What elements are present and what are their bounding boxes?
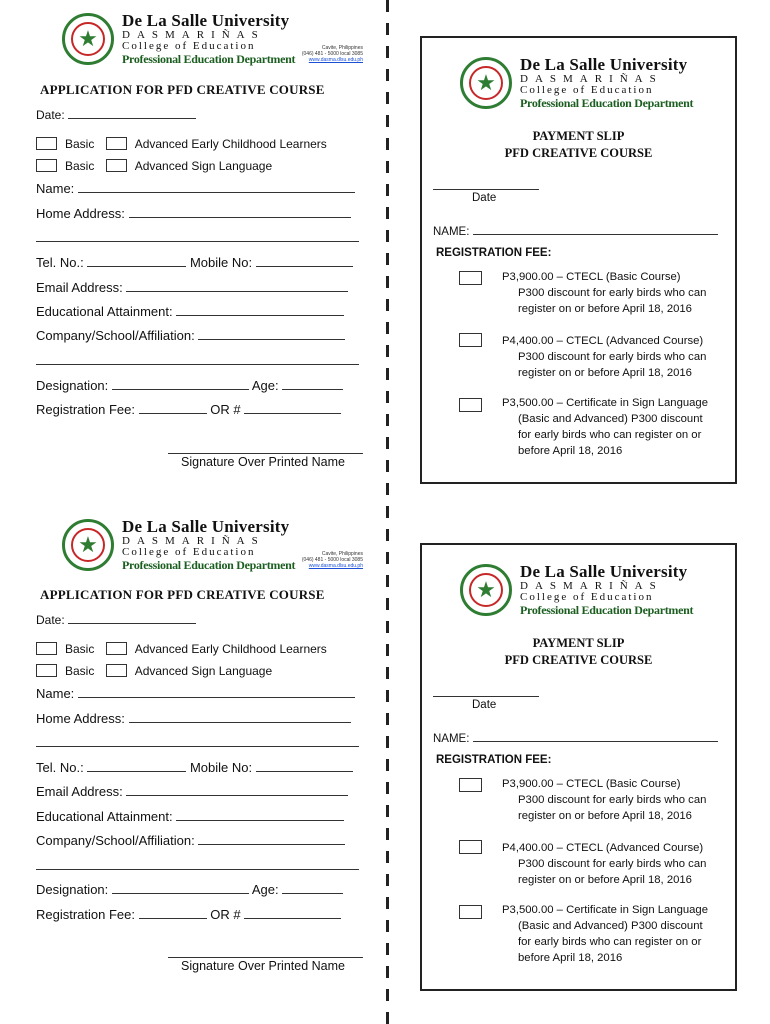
signature-line[interactable] — [168, 453, 363, 454]
dlsu-seal-icon: ★ — [62, 519, 114, 571]
form-set-top — [0, 0, 770, 505]
home-address-field-line2[interactable] — [36, 230, 359, 245]
educational-attainment-field[interactable]: Educational Attainment: — [36, 304, 344, 319]
basic-checkbox[interactable] — [36, 159, 57, 172]
option-row-sign-language: Basic Advanced Sign Language — [36, 663, 272, 678]
fee-option-sign-language: P3,500.00 – Certificate in Sign Language (Basic and Advanced) P300 discount for early birds who can register on or before April 18, 2016 — [502, 904, 709, 964]
home-address-field[interactable]: Home Address: — [36, 206, 351, 221]
application-title: APPLICATION FOR PFD CREATIVE COURSE — [40, 82, 325, 97]
basic-checkbox[interactable] — [36, 642, 57, 655]
fee-checkbox-advanced[interactable] — [459, 333, 482, 347]
university-logo: ★ De La Salle University DASMARIÑAS College of Education Professional Education Department — [62, 518, 295, 571]
email-field[interactable]: Email Address: — [36, 280, 348, 295]
slip-title: PAYMENT SLIP PFD CREATIVE COURSE — [504, 636, 653, 667]
designation-age-field[interactable]: Designation: Age: — [36, 882, 343, 897]
fee-checkbox-sign-language[interactable] — [459, 905, 482, 919]
fee-option-advanced: P4,400.00 – CTECL (Advanced Course) P300 discount for early birds who can register on or before April 18, 2016 — [502, 842, 707, 886]
fee-option-basic: P3,900.00 – CTECL (Basic Course) P300 discount for early birds who can register on or before April 18, 2016 — [502, 778, 707, 822]
slip-name-field[interactable]: NAME: — [433, 226, 718, 238]
date-field[interactable]: Date: — [36, 107, 196, 122]
option-row-early-childhood: Basic Advanced Early Childhood Learners — [36, 641, 327, 656]
slip-date-line[interactable] — [433, 189, 539, 190]
dlsu-seal-icon: ★ — [62, 13, 114, 65]
registration-fee-or-field[interactable]: Registration Fee: OR # — [36, 907, 341, 922]
educational-attainment-field[interactable]: Educational Attainment: — [36, 809, 344, 824]
advanced-sign-language-checkbox[interactable] — [106, 159, 127, 172]
college-name: College of Education — [122, 40, 256, 52]
fee-option-basic: P3,900.00 – CTECL (Basic Course) P300 discount for early birds who can register on or before April 18, 2016 — [502, 271, 707, 315]
company-field[interactable]: Company/School/Affiliation: — [36, 328, 345, 343]
website-link[interactable]: www.dasma.dlsu.edu.ph — [308, 57, 363, 63]
registration-fee-or-field[interactable]: Registration Fee: OR # — [36, 402, 341, 417]
option-row-early-childhood: Basic Advanced Early Childhood Learners — [36, 136, 327, 151]
form-set-bottom — [0, 506, 770, 1011]
signature-label: Signature Over Printed Name — [181, 959, 345, 973]
name-field[interactable]: Name: — [36, 181, 355, 196]
designation-age-field[interactable]: Designation: Age: — [36, 378, 343, 393]
slip-date-label: Date — [472, 192, 497, 204]
email-field[interactable]: Email Address: — [36, 784, 348, 799]
slip-date-label: Date — [472, 699, 497, 711]
fee-checkbox-advanced[interactable] — [459, 840, 482, 854]
registration-fee-heading: REGISTRATION FEE: — [436, 247, 552, 259]
advanced-early-childhood-checkbox[interactable] — [106, 137, 127, 150]
fee-checkbox-sign-language[interactable] — [459, 398, 482, 412]
application-title: APPLICATION FOR PFD CREATIVE COURSE — [40, 587, 325, 602]
payment-slip — [420, 543, 737, 991]
company-field-line2[interactable] — [36, 858, 359, 873]
name-field[interactable]: Name: — [36, 686, 355, 701]
home-address-field[interactable]: Home Address: — [36, 711, 351, 726]
company-field[interactable]: Company/School/Affiliation: — [36, 833, 345, 848]
fee-option-advanced: P4,400.00 – CTECL (Advanced Course) P300 discount for early birds who can register on or before April 18, 2016 — [502, 335, 707, 379]
date-field[interactable]: Date: — [36, 612, 196, 627]
slip-date-line[interactable] — [433, 696, 539, 697]
university-logo: ★ De La Salle University DASMARIÑAS College of Education Professional Education Department — [460, 56, 693, 109]
basic-checkbox[interactable] — [36, 664, 57, 677]
contact-info: Cavite, Philippines (046) 481 - 5000 local 3085 www.dasma.dlsu.edu.ph — [280, 551, 363, 569]
campus-name: DASMARIÑAS — [122, 29, 265, 41]
dlsu-seal-icon: ★ — [460, 564, 512, 616]
payment-slip — [420, 36, 737, 484]
option-row-sign-language: Basic Advanced Sign Language — [36, 158, 272, 173]
university-logo — [62, 12, 295, 65]
home-address-field-line2[interactable] — [36, 735, 359, 750]
contact-numbers-field[interactable]: Tel. No.: Mobile No: — [36, 255, 353, 270]
advanced-early-childhood-checkbox[interactable] — [106, 642, 127, 655]
registration-fee-heading: REGISTRATION FEE: — [436, 754, 552, 766]
university-name: De La Salle University — [122, 11, 290, 30]
slip-title: PAYMENT SLIP PFD CREATIVE COURSE — [504, 129, 653, 160]
department-name: Professional Education Department — [122, 52, 296, 66]
advanced-sign-language-checkbox[interactable] — [106, 664, 127, 677]
contact-info: Cavite, Philippines (046) 481 - 5000 local 3085 www.dasma.dlsu.edu.ph — [280, 45, 363, 63]
website-link[interactable]: www.dasma.dlsu.edu.ph — [308, 563, 363, 569]
fee-option-sign-language: P3,500.00 – Certificate in Sign Language (Basic and Advanced) P300 discount for early birds who can register on or before April 18, 2016 — [502, 397, 709, 457]
dlsu-seal-icon: ★ — [460, 57, 512, 109]
university-logo: ★ De La Salle University DASMARIÑAS College of Education Professional Education Department — [460, 563, 693, 616]
basic-checkbox[interactable] — [36, 137, 57, 150]
fee-checkbox-basic[interactable] — [459, 778, 482, 792]
fee-checkbox-basic[interactable] — [459, 271, 482, 285]
contact-numbers-field[interactable]: Tel. No.: Mobile No: — [36, 760, 353, 775]
slip-name-field[interactable]: NAME: — [433, 733, 718, 745]
company-field-line2[interactable] — [36, 353, 359, 368]
signature-label: Signature Over Printed Name — [181, 455, 345, 469]
signature-line[interactable] — [168, 957, 363, 958]
